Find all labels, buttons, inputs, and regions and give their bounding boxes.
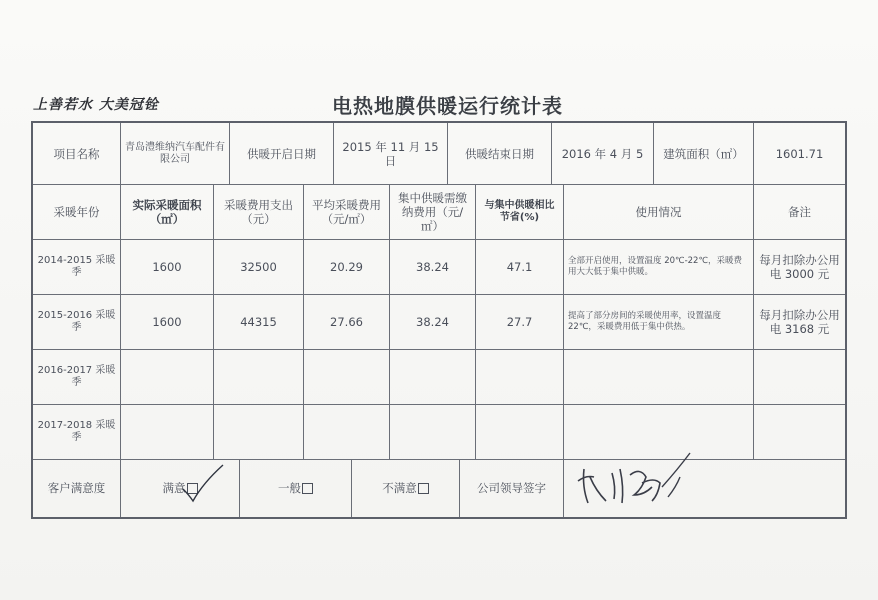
cell-cost xyxy=(214,404,303,459)
col-header-cost: 采暖费用支出（元） xyxy=(224,197,293,226)
col-header-season: 采暖年份 xyxy=(53,204,100,219)
option-neutral-label: 一般 xyxy=(278,481,301,495)
cell-season: 2015-2016 采暖季 xyxy=(37,309,116,333)
cell-season: 2014-2015 采暖季 xyxy=(37,254,116,278)
area-value: 1601.71 xyxy=(775,146,824,161)
cell-avg-cost: 20.29 xyxy=(330,259,363,274)
start-date-label: 供暖开启日期 xyxy=(247,146,316,161)
statistics-table xyxy=(31,121,847,519)
option-unsatisfied-label: 不满意 xyxy=(382,481,417,495)
option-unsatisfied[interactable] xyxy=(352,459,459,517)
end-date-label: 供暖结束日期 xyxy=(465,146,534,161)
cell-central-fee xyxy=(390,404,475,459)
col-header-remark: 备注 xyxy=(788,204,811,219)
col-header-avg-cost: 平均采暖费用（元/㎡） xyxy=(312,197,381,226)
area-label: 建筑面积（㎡） xyxy=(663,146,744,161)
cell-remark: 每月扣除办公用电 3168 元 xyxy=(759,307,840,336)
satisfaction-label: 客户满意度 xyxy=(47,481,106,495)
cell-avg-cost xyxy=(304,404,389,459)
option-satisfied[interactable] xyxy=(121,459,239,517)
cell-saving: 27.7 xyxy=(506,314,533,329)
cell-central-fee: 38.24 xyxy=(416,259,449,274)
option-neutral[interactable] xyxy=(240,459,351,517)
cell-remark: 每月扣除办公用电 3000 元 xyxy=(759,252,840,281)
cell-usage xyxy=(564,349,753,404)
cell-central-fee xyxy=(390,349,475,404)
company-motto: 上善若水 大美冠铨 xyxy=(33,97,159,113)
col-header-saving: 与集中供暖相比节省(%) xyxy=(484,199,555,223)
cell-cost: 32500 xyxy=(240,259,277,274)
handwritten-signature xyxy=(572,447,712,513)
cell-season: 2017-2018 采暖季 xyxy=(37,419,116,443)
end-date-value: 2016 年 4 月 5 xyxy=(561,146,644,161)
cell-saving xyxy=(476,349,563,404)
cell-usage: 提高了部分房间的采暖使用率，设置温度 22℃，采暖费用低于集中供热。 xyxy=(568,310,722,332)
cell-cost xyxy=(214,349,303,404)
cell-cost: 44315 xyxy=(240,314,277,329)
cell-actual-area: 1600 xyxy=(152,314,182,329)
cell-saving: 47.1 xyxy=(506,259,533,274)
start-date-value: 2015 年 11 月 15 日 xyxy=(342,139,439,168)
col-header-usage: 使用情况 xyxy=(635,204,682,219)
cell-avg-cost: 27.66 xyxy=(330,314,363,329)
leader-sign-label: 公司领导签字 xyxy=(477,481,546,495)
cell-saving xyxy=(476,404,563,459)
cell-remark xyxy=(754,404,845,459)
cell-actual-area xyxy=(121,349,213,404)
cell-avg-cost xyxy=(304,349,389,404)
cell-remark xyxy=(754,349,845,404)
document-title: 电热地膜供暖运行统计表 xyxy=(332,94,563,118)
project-name-value: 青岛澧维纳汽车配件有限公司 xyxy=(125,141,225,165)
signature-area xyxy=(564,459,845,517)
project-name-label: 项目名称 xyxy=(53,146,100,161)
cell-central-fee: 38.24 xyxy=(416,314,449,329)
unsatisfied-checkbox[interactable] xyxy=(418,483,429,494)
cell-actual-area: 1600 xyxy=(152,259,182,274)
cell-actual-area xyxy=(121,404,213,459)
col-header-actual-area: 实际采暖面积（㎡） xyxy=(132,197,202,226)
option-satisfied-label: 满意 xyxy=(162,481,186,495)
cell-season: 2016-2017 采暖季 xyxy=(37,364,116,388)
col-header-central-fee: 集中供暖需缴纳费用（元/㎡） xyxy=(398,190,467,233)
cell-usage: 全部开启使用，设置温度 20℃-22℃，采暖费用大大低于集中供暖。 xyxy=(568,255,742,277)
checkmark-icon xyxy=(181,463,225,503)
neutral-checkbox[interactable] xyxy=(302,483,313,494)
